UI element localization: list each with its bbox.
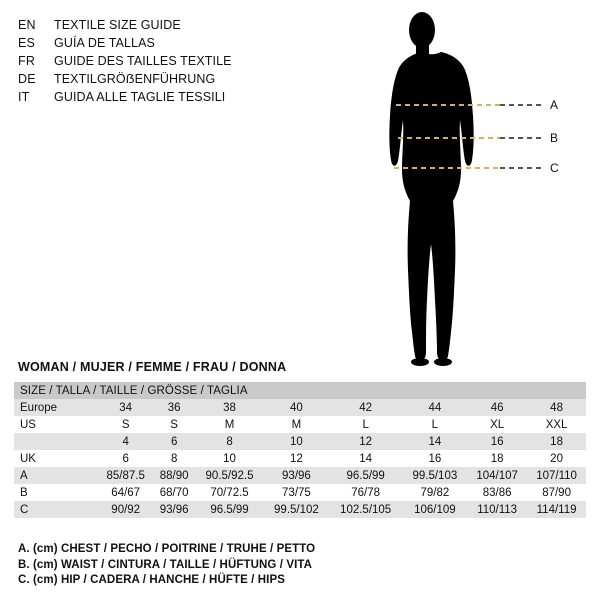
cell: S [98, 416, 153, 433]
cell: 10 [195, 450, 264, 467]
cell: 48 [527, 399, 586, 416]
row-label [14, 433, 98, 450]
language-title: TEXTILGRÖẞENFÜHRUNG [54, 72, 216, 86]
cell: 12 [329, 433, 403, 450]
cell: 99.5/102 [264, 501, 329, 518]
row-label: US [14, 416, 98, 433]
cell: 18 [527, 433, 586, 450]
row-label: B [14, 484, 98, 501]
cell: 106/109 [403, 501, 468, 518]
language-code: ES [18, 36, 36, 50]
table-row [14, 501, 586, 518]
size-table [14, 382, 586, 518]
cell: 79/82 [403, 484, 468, 501]
language-title: TEXTILE SIZE GUIDE [54, 18, 181, 32]
note-hip: C. (cm) HIP / CADERA / HANCHE / HÜFTE / HIPS [18, 574, 286, 586]
measure-label-c: C [550, 161, 559, 175]
cell: 18 [467, 450, 527, 467]
cell: 40 [264, 399, 329, 416]
table-row [14, 484, 586, 501]
cell: 20 [527, 450, 586, 467]
cell: 93/96 [264, 467, 329, 484]
cell: 8 [195, 433, 264, 450]
cell: 85/87.5 [98, 467, 153, 484]
cell: 90.5/92.5 [195, 467, 264, 484]
cell: 114/119 [527, 501, 586, 518]
cell: 46 [467, 399, 527, 416]
cell: M [264, 416, 329, 433]
table-row [14, 399, 586, 416]
row-label: A [14, 467, 98, 484]
language-row [18, 34, 318, 52]
cell: 8 [153, 450, 195, 467]
table-header-label: SIZE / TALLA / TAILLE / GRÖSSE / TAGLIA [14, 382, 586, 399]
measure-label-a: A [550, 98, 559, 112]
cell: XXL [527, 416, 586, 433]
cell: 99.5/103 [403, 467, 468, 484]
cell: 14 [403, 433, 468, 450]
cell: 107/110 [527, 467, 586, 484]
note-waist: B. (cm) WAIST / CINTURA / TAILLE / HÜFTUNG / VITA [18, 558, 313, 571]
measurement-notes [18, 542, 578, 589]
language-code: DE [18, 72, 36, 86]
note-chest: A. (cm) CHEST / PECHO / POITRINE / TRUHE / PETTO [18, 543, 316, 555]
section-title: WOMAN / MUJER / FEMME / FRAU / DONNA [18, 360, 287, 374]
row-label: UK [14, 450, 98, 467]
cell: 64/67 [98, 484, 153, 501]
table-header-row [14, 382, 586, 399]
cell: 90/92 [98, 501, 153, 518]
measure-label-b: B [550, 131, 559, 145]
row-label: Europe [14, 399, 98, 416]
language-code: FR [18, 54, 36, 68]
language-row [18, 70, 318, 88]
body-figure [360, 8, 580, 370]
cell: L [329, 416, 403, 433]
cell: 76/78 [329, 484, 403, 501]
table-row [14, 467, 586, 484]
cell: 93/96 [153, 501, 195, 518]
cell: XL [467, 416, 527, 433]
cell: 44 [403, 399, 468, 416]
language-row [18, 16, 318, 34]
cell: 14 [329, 450, 403, 467]
cell: 102.5/105 [329, 501, 403, 518]
language-code: IT [18, 90, 30, 104]
language-row [18, 88, 318, 106]
row-label: C [14, 501, 98, 518]
female-silhouette-icon [360, 8, 580, 370]
cell: 6 [153, 433, 195, 450]
cell: 68/70 [153, 484, 195, 501]
cell: 42 [329, 399, 403, 416]
cell: 96.5/99 [329, 467, 403, 484]
cell: 36 [153, 399, 195, 416]
cell: 83/86 [467, 484, 527, 501]
cell: 38 [195, 399, 264, 416]
table-row [14, 450, 586, 467]
language-row [18, 52, 318, 70]
cell: 87/90 [527, 484, 586, 501]
cell: 16 [403, 450, 468, 467]
cell: 110/113 [467, 501, 527, 518]
cell: 70/72.5 [195, 484, 264, 501]
cell: 34 [98, 399, 153, 416]
cell: 16 [467, 433, 527, 450]
language-list [18, 16, 318, 106]
cell: 88/90 [153, 467, 195, 484]
cell: 73/75 [264, 484, 329, 501]
table-row [14, 433, 586, 450]
cell: 6 [98, 450, 153, 467]
language-code: EN [18, 18, 36, 32]
cell: 104/107 [467, 467, 527, 484]
cell: M [195, 416, 264, 433]
language-title: GUÍA DE TALLAS [54, 36, 155, 50]
language-title: GUIDE DES TAILLES TEXTILE [54, 54, 232, 68]
cell: L [403, 416, 468, 433]
cell: 4 [98, 433, 153, 450]
cell: 12 [264, 450, 329, 467]
cell: 96.5/99 [195, 501, 264, 518]
cell: S [153, 416, 195, 433]
language-title: GUIDA ALLE TAGLIE TESSILI [54, 90, 226, 104]
cell: 10 [264, 433, 329, 450]
table-row [14, 416, 586, 433]
